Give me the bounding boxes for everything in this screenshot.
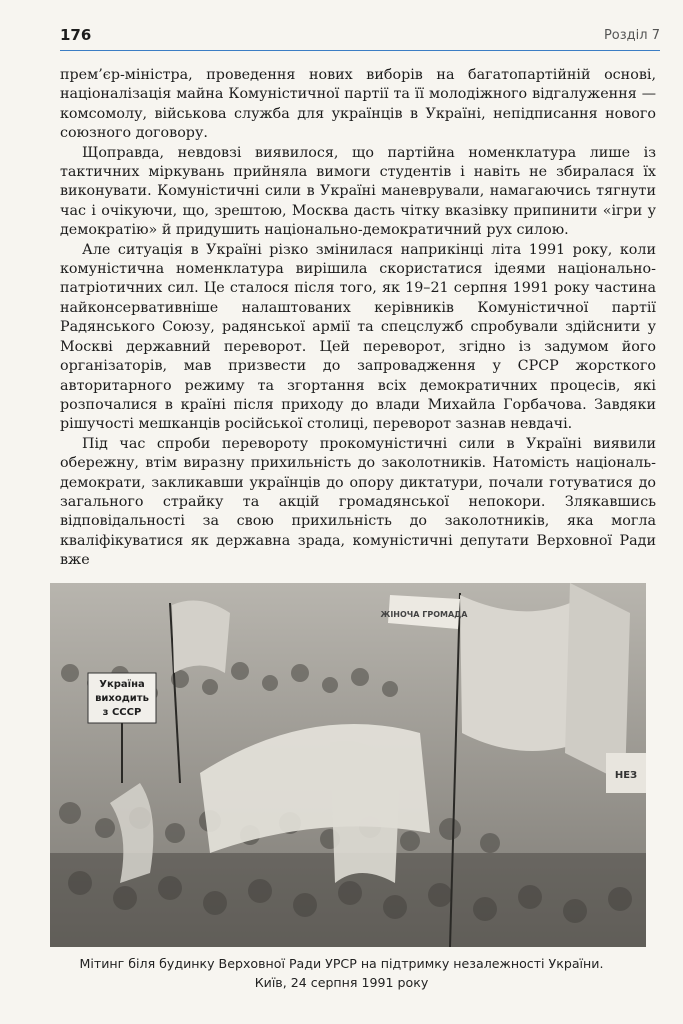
page-number: 176 — [60, 26, 92, 44]
banner-text: ЖІНОЧА ГРОМАДА — [380, 610, 468, 619]
rally-photo-illustration — [50, 583, 646, 947]
chapter-title: Розділ 7 — [603, 28, 660, 43]
sign-line-2: виходить — [95, 693, 149, 704]
paragraph-1: прем’єр-міністра, проведення нових виборів на багатопартійній основі, націоналізація майна Комуністичної партії та її молодіжного відгалуження — комсомолу, військова служба для українців в Україні, непідписання нового союзного договору. — [60, 67, 656, 142]
paragraph-2: Щоправда, невдовзі виявилося, що партійна номенклатура лише із тактичних міркувань прийняла вимоги студентів і навіть не збиралася їх виконувати. Комуністичні сили в Україні маневрували, намагаючись тягнути час і очікуючи, що, зрештою, Москва дасть чітку вказівку припинити «ігри у демократію» й придушить національно-демократичний рух силою. — [60, 144, 656, 239]
photo-side-sign — [606, 753, 646, 793]
photo-caption — [40, 954, 643, 992]
caption-line-2: Київ, 24 серпня 1991 року — [254, 975, 429, 990]
sign-line-1: Україна — [99, 679, 145, 690]
page-header — [60, 26, 660, 51]
body-text — [60, 66, 656, 571]
caption-line-1: Мітинг біля будинку Верховної Ради УРСР на підтримку незалежності України. — [79, 956, 604, 971]
sign-line-3: з СССР — [102, 707, 142, 718]
rally-photo — [50, 583, 646, 947]
paragraph-3: Але ситуація в Україні різко змінилася наприкінці літа 1991 року, коли комуністична номенклатура вирішила скористатися ідеями національно-патріотичних сил. Це сталося після того, як 19–21 серпня 1991 року частина найконсервативніше налаштованих керівників Комуністичної партії Радянського Союзу, радянської армії та спецслужб спробували здійснити у Москві державний переворот. Цей переворот, згідно із задумом його організаторів, мав призвести до запровадження у СРСР жорсткого авторитарного режиму та згортання всіх демократичних процесів, які розпочалися в країні після приходу до влади Михайла Горбачова. Завдяки рішучості мешканців російської столиці, переворот зазнав невдачі. — [60, 241, 656, 433]
paragraph-4: Під час спроби перевороту прокомуністичні сили в Україні виявили обережну, втім виразну прихильність до заколотників. Натомість національ-демократи, закликавши українців до опору диктатури, почали готуватися до загального страйку та акцій громадянської непокори. Злякавшись відповідальності за свою прихильність до заколотників, яка могла кваліфікуватися як державна зрада, комуністичні депутати Верховної Ради вже — [60, 435, 656, 569]
side-sign-text: НЕЗ — [614, 770, 638, 781]
